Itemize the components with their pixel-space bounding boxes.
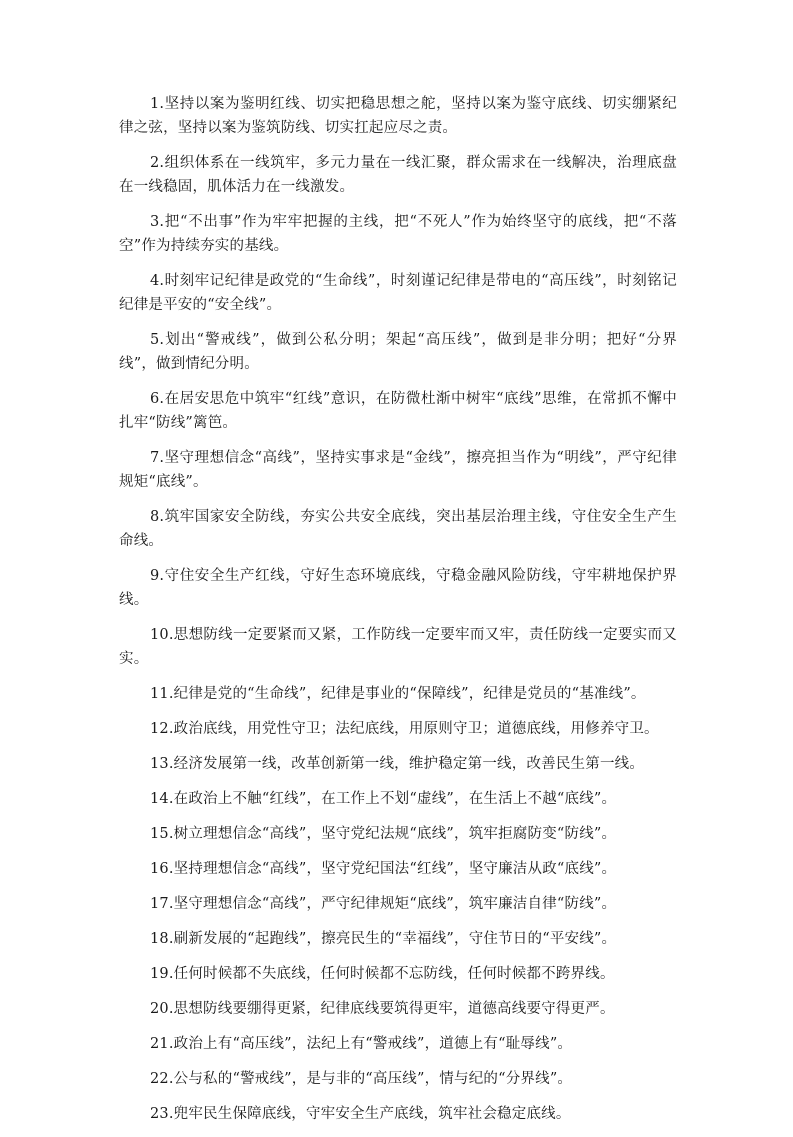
- document-body: [119, 92, 677, 1137]
- paragraph-7: 7.坚守理想信念“高线”，坚持实事求是“金线”，擦亮担当作为“明线”，严守纪律规矩“底线”。: [119, 450, 677, 490]
- paragraph-19: 19.任何时候都不失底线，任何时候都不忘防线，任何时候都不跨界线。: [150, 966, 615, 982]
- paragraph-2: 2.组织体系在一线筑牢，多元力量在一线汇聚，群众需求在一线解决，治理底盘在一线稳固，肌体活力在一线激发。: [119, 155, 677, 195]
- paragraph-21: 21.政治上有“高压线”，法纪上有“警戒线”，道德上有“耻辱线”。: [150, 1036, 573, 1052]
- paragraph-10: 10.思想防线一定要紧而又紧，工作防线一定要牢而又牢，责任防线一定要实而又实。: [119, 627, 677, 667]
- paragraph-11: 11.纪律是党的“生命线”，纪律是事业的“保障线”，纪律是党员的“基准线”。: [150, 686, 646, 702]
- paragraph-12: 12.政治底线，用党性守卫；法纪底线，用原则守卫；道德底线，用修养守卫。: [150, 721, 659, 737]
- paragraph-18: 18.刷新发展的“起跑线”，擦亮民生的“幸福线”，守住节日的“平安线”。: [150, 931, 617, 947]
- paragraph-23: 23.兜牢民生保障底线，守牢安全生产底线，筑牢社会稳定底线。: [150, 1106, 571, 1122]
- paragraph-17: 17.坚守理想信念“高线”，严守纪律规矩“底线”，筑牢廉洁自律“防线”。: [150, 896, 617, 912]
- paragraph-5: 5.划出“警戒线”，做到公私分明；架起“高压线”，做到是非分明；把好“分界线”，做到情纪分明。: [119, 332, 677, 372]
- paragraph-22: 22.公与私的“警戒线”，是与非的“高压线”，情与纪的“分界线”。: [150, 1071, 573, 1087]
- paragraph-6: 6.在居安思危中筑牢“红线”意识，在防微杜渐中树牢“底线”思维，在常抓不懈中扎牢“防线”篱笆。: [119, 391, 677, 431]
- paragraph-20: 20.思想防线要绷得更紧，纪律底线要筑得更牢，道德高线要守得更严。: [150, 1001, 615, 1017]
- paragraph-8: 8.筑牢国家安全防线，夯实公共安全底线，突出基层治理主线，守住安全生产生命线。: [119, 509, 677, 549]
- paragraph-1: 1.坚持以案为鉴明红线、切实把稳思想之舵，坚持以案为鉴守底线、切实绷紧纪律之弦，坚持以案为鉴筑防线、切实扛起应尽之责。: [119, 96, 677, 136]
- paragraph-3: 3.把“不出事”作为牢牢把握的主线，把“不死人”作为始终坚守的底线，把“不落空”作为持续夯实的基线。: [119, 214, 677, 254]
- paragraph-13: 13.经济发展第一线，改革创新第一线，维护稳定第一线，改善民生第一线。: [150, 756, 645, 772]
- paragraph-16: 16.坚持理想信念“高线”，坚守党纪国法“红线”，坚守廉洁从政“底线”。: [150, 861, 617, 877]
- paragraph-4: 4.时刻牢记纪律是政党的“生命线”，时刻谨记纪律是带电的“高压线”，时刻铭记纪律是平安的“安全线”。: [119, 273, 677, 313]
- paragraph-9: 9.守住安全生产红线，守好生态环境底线，守稳金融风险防线，守牢耕地保护界线。: [119, 568, 677, 608]
- paragraph-15: 15.树立理想信念“高线”，坚守党纪法规“底线”，筑牢拒腐防变“防线”。: [150, 826, 617, 842]
- paragraph-14: 14.在政治上不触“红线”，在工作上不划“虚线”，在生活上不越“底线”。: [150, 791, 617, 807]
